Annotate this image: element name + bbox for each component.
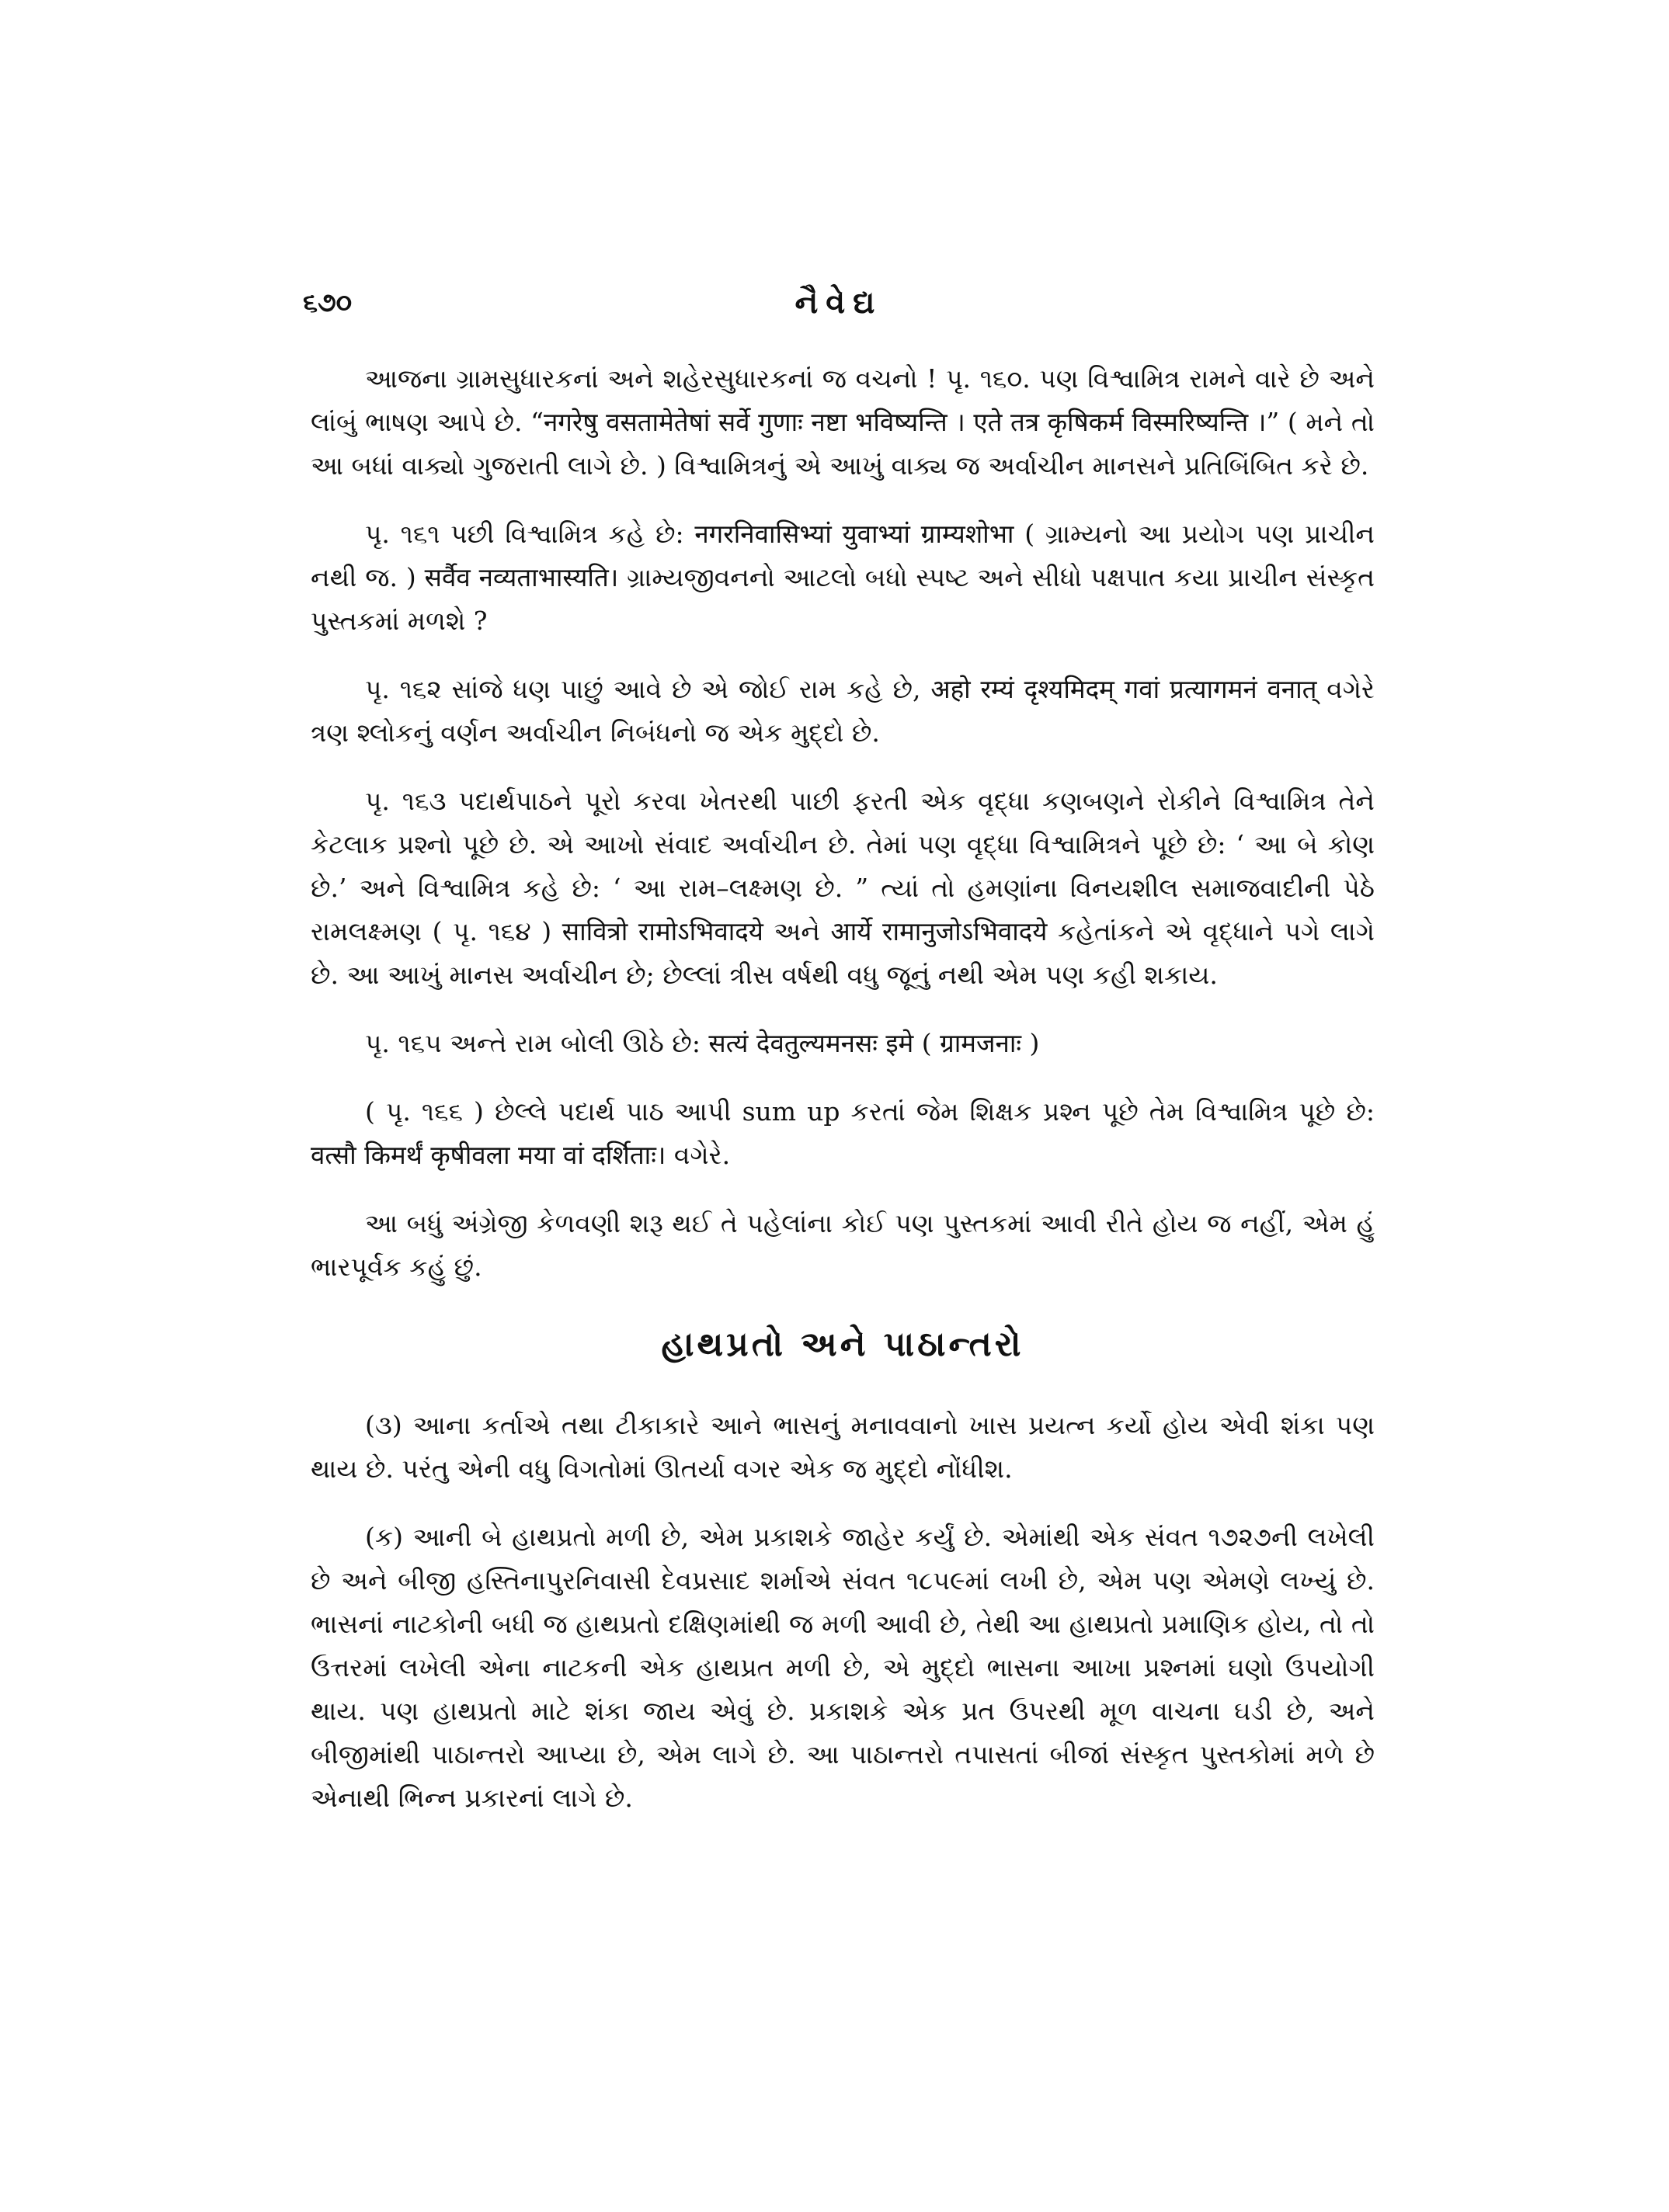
paragraph: (૩) આના કર્તાએ તથા ટીકાકારે આને ભાસનું મનાવવાનો ખાસ પ્રયત્ન કર્યો હોય એવી શંકા પણ થાય છે. પરંતુ એની વધુ વિગતોમાં ઊતર્યા વગર એક જ મુદ્દો નોંધીશ.: [311, 1410, 1375, 1484]
paragraph: પૃ. ૧૬૫ અન્તે રામ બોલી ઊઠે છે: सत्यं देवतुल्यमनसः इमे ( ग्रामजनाः ): [365, 1028, 1040, 1058]
page-body: [311, 357, 1375, 1845]
paragraph: પૃ. ૧૬૧ પછી વિશ્વામિત્ર કહે છે: नगरनिवासिभ्यां युवाभ्यां ग्राम्यशोभा ( ગ્રામ્યનો આ પ્રયોગ પણ પ્રાચીન નથી જ. ) सर्वैव नव्यताभास्यति। ગ્રામ્યજીવનનો આટલો બધો સ્પષ્ટ અને સીધો પક્ષપાત કયા પ્રાચીન સંસ્કૃત પુસ્તકમાં મળશે ?: [311, 519, 1375, 636]
paragraph: પૃ. ૧૬૩ પદાર્થપાઠને પૂરો કરવા ખેતરથી પાછી ફરતી એક વૃદ્ધા કણબણને રોકીને વિશ્વામિત્ર તેને કેટલાક પ્રશ્નો પૂછે છે. એ આખો સંવાદ અર્વાચીન છે. તેમાં પણ વૃદ્ધા વિશ્વામિત્રને પૂછે છે: ‘ આ બે કોણ છે.’ અને વિશ્વામિત્ર કહે છે: ‘ આ રામ–લક્ષ્મણ છે. ” ત્યાં તો હમણાંના વિનયશીલ સમાજવાદીની પેઠે રામલક્ષ્મણ ( પૃ. ૧૬૪ ) सावित्रो रामोऽभिवादये અને आर्ये रामानुजोऽभिवादये કહેતાંકને એ વૃદ્ધાને પગે લાગે છે. આ આખું માનસ અર્વાચીન છે; છેલ્લાં ત્રીસ વર્ષથી વધુ જૂનું નથી એમ પણ કહી શકાય.: [311, 786, 1375, 990]
section-heading: હાથપ્રતો અને પાઠાન્તરો: [661, 1325, 1024, 1364]
running-title: નૈવેદ્ય: [795, 284, 883, 321]
paragraph: આજના ગ્રામસુધારકનાં અને શહેરસુધારકનાં જ વચનો ! પૃ. ૧૬૦. પણ વિશ્વામિત્ર રામને વારે છે અને લાંબું ભાષણ આપે છે. “नगरेषु वसतामेतेषां सर्वे गुणाः नष्टा भविष्यन्ति । एते तत्र कृषिकर्म विस्मरिष्यन्ति ।” ( મને તો આ બધાં વાક્યો ગુજરાતી લાગે છે. ) વિશ્વામિત્રનું એ આખું વાક્ય જ અર્વાચીન માનસને પ્રતિબિંબિત કરે છે.: [311, 363, 1375, 481]
page-number: ૬૭૦: [303, 287, 353, 318]
page-header: [303, 280, 1375, 326]
paragraph: પૃ. ૧૬૨ સાંજે ધણ પાછું આવે છે એ જોઈ રામ કહે છે, अहो रम्यं दृश्यमिदम् गवां प्रत्यागमनं वनात् વગેરે ત્રણ શ્લોકનું વર્ણન અર્વાચીન નિબંધનો જ એક મુદ્દો છે.: [311, 674, 1375, 748]
paragraph: આ બધું અંગ્રેજી કેળવણી શરૂ થઈ તે પહેલાંના કોઈ પણ પુસ્તકમાં આવી રીતે હોય જ નહીં, એમ હું ભારપૂર્વક કહું છું.: [311, 1208, 1375, 1282]
paragraph: (ક) આની બે હાથપ્રતો મળી છે, એમ પ્રકાશકે જાહેર કર્યું છે. એમાંથી એક સંવત ૧૭૨૭ની લખેલી છે અને બીજી હસ્તિનાપુરનિવાસી દેવપ્રસાદ શર્માએ સંવત ૧૮૫૯માં લખી છે, એમ પણ એમણે લખ્યું છે. ભાસનાં નાટકોની બધી જ હાથપ્રતો દક્ષિણમાંથી જ મળી આવી છે, તેથી આ હાથપ્રતો પ્રમાણિક હોય, તો તો ઉત્તરમાં લખેલી એના નાટકની એક હાથપ્રત મળી છે, એ મુદ્દો ભાસના આખા પ્રશ્નમાં ઘણો ઉપયોગી થાય. પણ હાથપ્રતો માટે શંકા જાય એવું છે. પ્રકાશકે એક પ્રત ઉપરથી મૂળ વાચના ઘડી છે, અને બીજીમાંથી પાઠાન્તરો આપ્યા છે, એમ લાગે છે. આ પાઠાન્તરો તપાસતાં બીજાં સંસ્કૃત પુસ્તકોમાં મળે છે એનાથી ભિન્ન પ્રકારનાં લાગે છે.: [311, 1522, 1375, 1813]
paragraph: ( પૃ. ૧૬૬ ) છેલ્લે પદાર્થ પાઠ આપી sum up કરતાં જેમ શિક્ષક પ્રશ્ન પૂછે તેમ વિશ્વામિત્ર પૂછે છે: वत्सौ किमर्थं कृषीवला मया वां दर्शिताः। વગેરે.: [311, 1096, 1375, 1170]
